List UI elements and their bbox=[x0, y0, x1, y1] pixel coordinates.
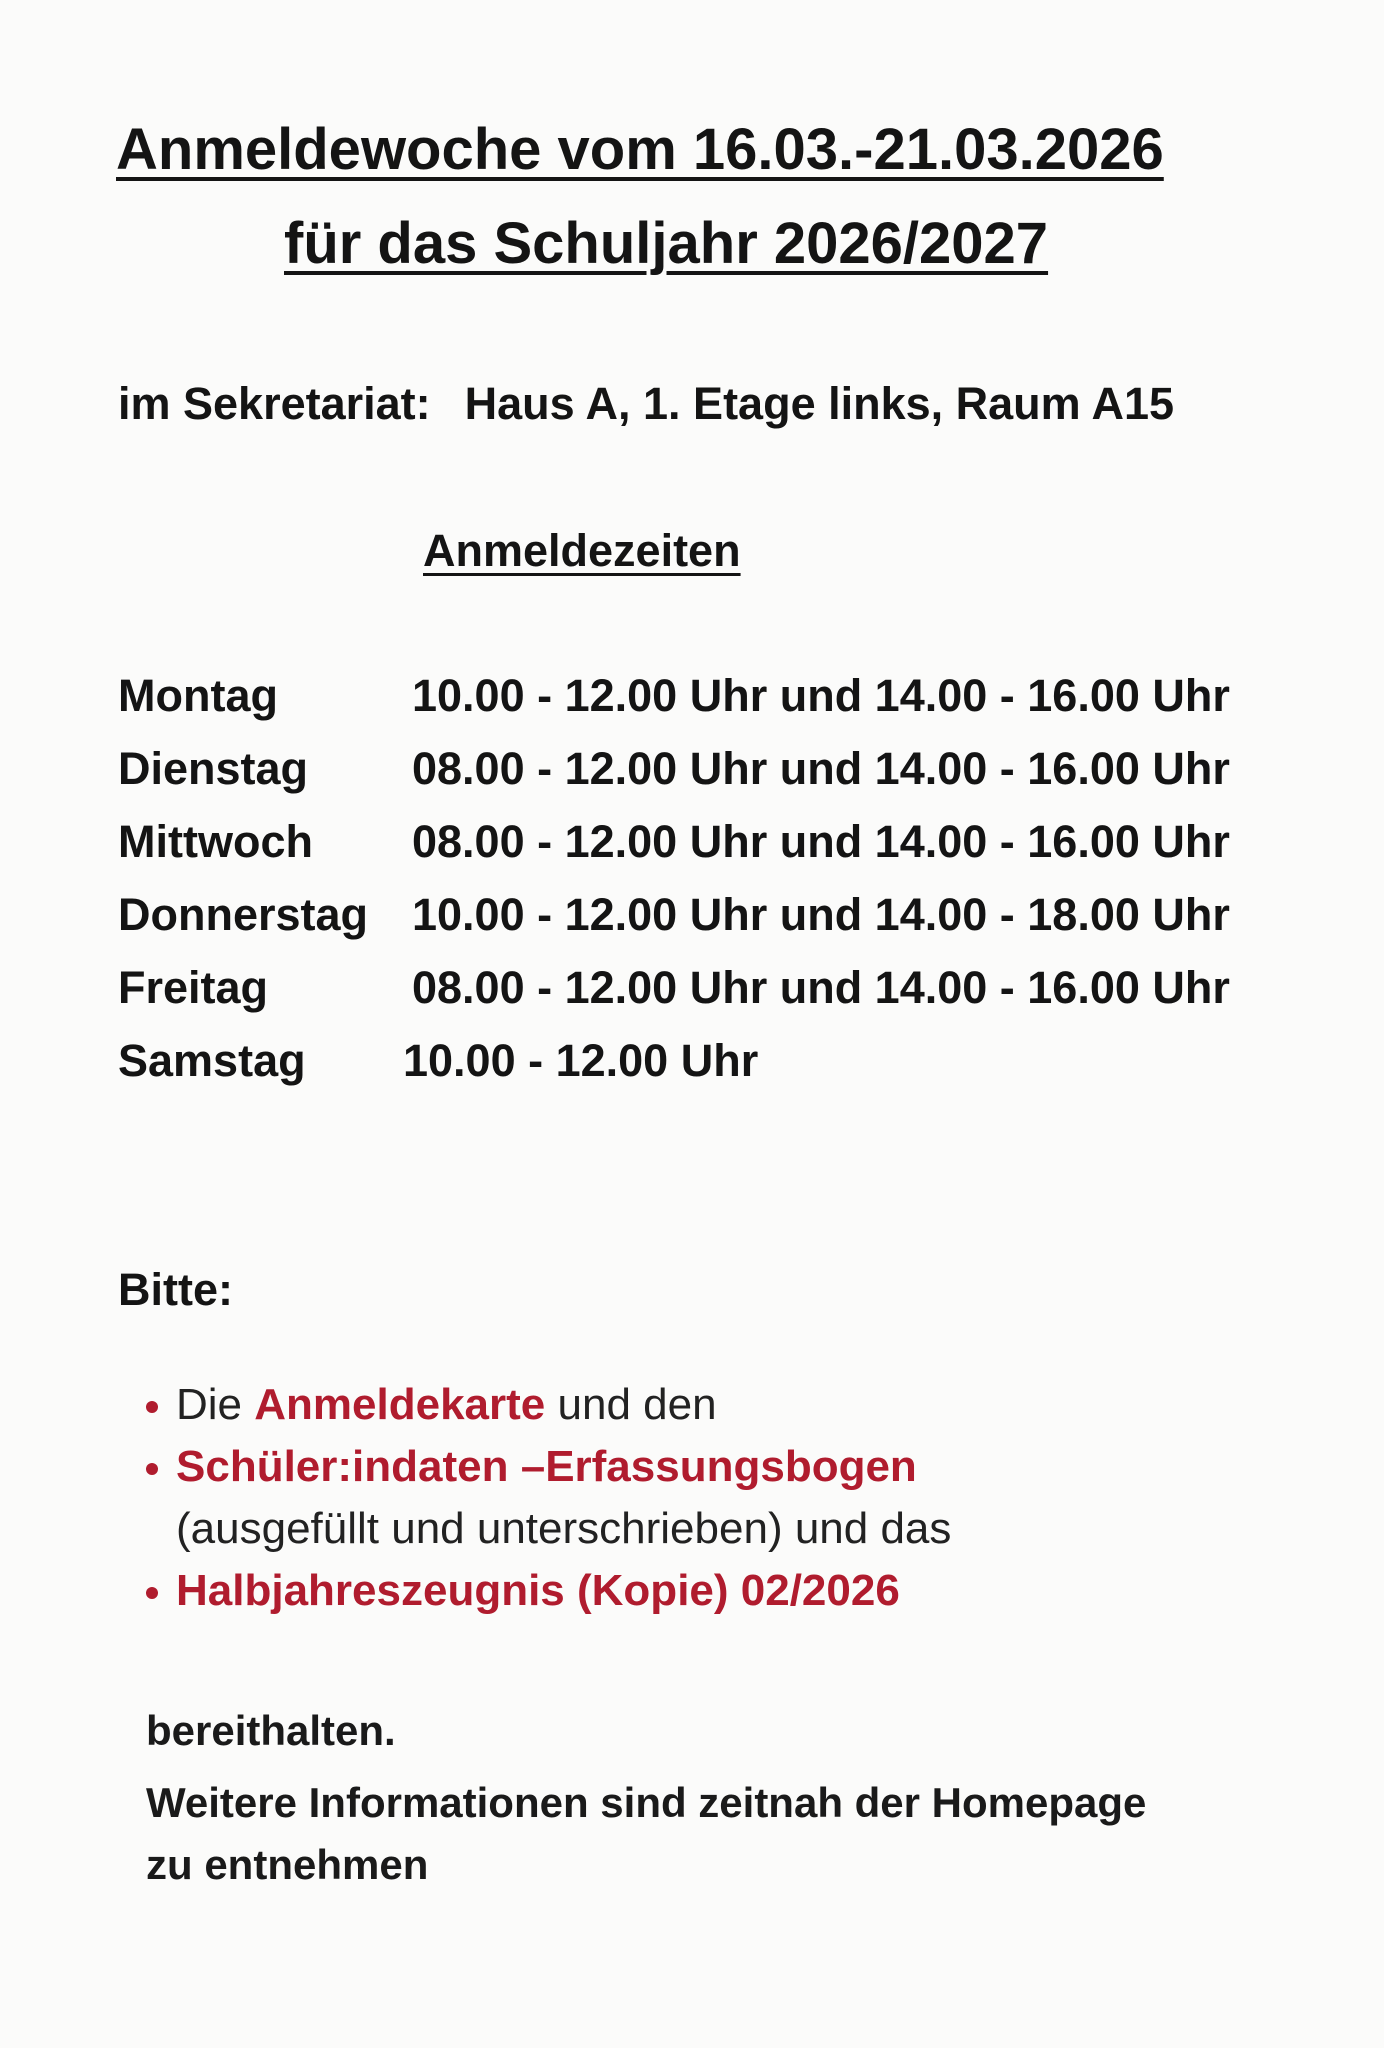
schedule-table bbox=[118, 670, 1278, 1108]
schedule-time: 08.00 - 12.00 Uhr und 14.00 - 16.00 Uhr bbox=[412, 743, 1230, 794]
item1-prefix: Die bbox=[176, 1380, 243, 1429]
schedule-row bbox=[118, 1035, 1278, 1108]
ready-line: bereithalten. bbox=[146, 1707, 396, 1754]
hours-heading: Anmeldezeiten bbox=[423, 525, 741, 576]
please-heading: Bitte: bbox=[118, 1264, 233, 1315]
schedule-row bbox=[118, 962, 1278, 1035]
info-line-1: Weitere Informationen sind zeitnah der Homepage bbox=[146, 1779, 1147, 1826]
schedule-time: 08.00 - 12.00 Uhr und 14.00 - 16.00 Uhr bbox=[412, 962, 1230, 1013]
list-item bbox=[146, 1436, 951, 1498]
schedule-day: Donnerstag bbox=[118, 889, 369, 940]
schedule-day: Freitag bbox=[118, 962, 269, 1013]
schedule-day: Dienstag bbox=[118, 743, 309, 794]
bullet-icon bbox=[146, 1587, 158, 1599]
schedule-time: 10.00 - 12.00 Uhr bbox=[403, 1035, 759, 1086]
title-line-2: für das Schuljahr 2026/2027 bbox=[284, 211, 1049, 276]
location-value: Haus A, 1. Etage links, Raum A15 bbox=[464, 378, 1175, 429]
item3-highlight: Halbjahreszeugnis (Kopie) 02/2026 bbox=[176, 1566, 900, 1615]
bullet-icon bbox=[146, 1463, 158, 1475]
location-label: im Sekretariat: bbox=[118, 378, 431, 429]
schedule-time: 10.00 - 12.00 Uhr und 14.00 - 18.00 Uhr bbox=[412, 889, 1230, 940]
item2-note: (ausgefüllt und unterschrieben) und das bbox=[176, 1504, 952, 1553]
required-documents-list bbox=[146, 1374, 951, 1622]
location-line bbox=[118, 378, 1174, 430]
schedule-row bbox=[118, 670, 1278, 743]
schedule-row bbox=[118, 743, 1278, 816]
schedule-day: Mittwoch bbox=[118, 816, 313, 867]
bullet-icon bbox=[146, 1401, 158, 1413]
schedule-row bbox=[118, 889, 1278, 962]
schedule-time: 10.00 - 12.00 Uhr und 14.00 - 16.00 Uhr bbox=[412, 670, 1230, 721]
item2-highlight: Schüler:indaten –Erfassungsbogen bbox=[176, 1442, 917, 1491]
title-line-1: Anmeldewoche vom 16.03.-21.03.2026 bbox=[116, 117, 1164, 182]
schedule-day: Montag bbox=[118, 670, 278, 721]
item1-highlight: Anmeldekarte bbox=[254, 1380, 546, 1429]
schedule-day: Samstag bbox=[118, 1035, 306, 1086]
item1-suffix: und den bbox=[557, 1380, 717, 1429]
list-item bbox=[146, 1374, 951, 1436]
info-line-2: zu entnehmen bbox=[146, 1841, 429, 1888]
list-item bbox=[146, 1560, 951, 1622]
schedule-time: 08.00 - 12.00 Uhr und 14.00 - 16.00 Uhr bbox=[412, 816, 1230, 867]
schedule-row bbox=[118, 816, 1278, 889]
closing-text bbox=[146, 1700, 1146, 1896]
